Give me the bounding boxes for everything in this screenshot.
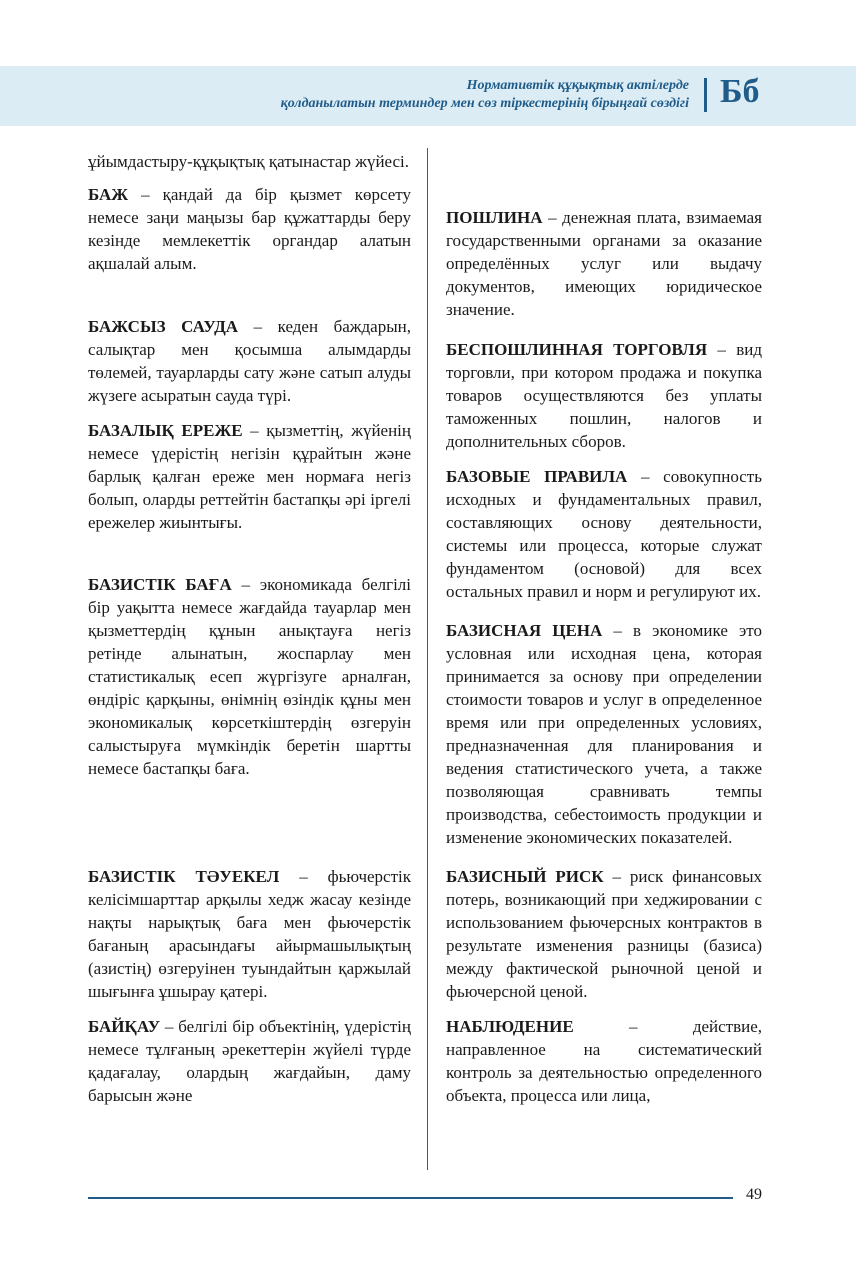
dictionary-entry-kk: БАЖ – қандай да бір қызмет көрсету немесе заңи маңызы бар құжаттарды беру кезінде мемлекеттік органдар алатын ақшалай алым. xyxy=(88,185,411,273)
running-header-title xyxy=(281,77,689,113)
header-line-2: қолданылатын терминдер мен сөз тіркестерінің бірыңғай сөздігі xyxy=(280,96,689,111)
kazakh-column xyxy=(88,150,411,1119)
dictionary-entry-ru: НАБЛЮДЕНИЕ – действие, направленное на систематический контроль за деятельностью определенного объекта, процесса или лица, xyxy=(446,1017,762,1105)
header-line-1: Нормативтік құқықтық актілерде xyxy=(466,78,689,93)
column-divider xyxy=(427,148,428,1170)
section-letter: Бб xyxy=(720,73,760,110)
dictionary-entry-ru: БАЗОВЫЕ ПРАВИЛА – совокупность исходных и фундаментальных правил, составляющих основу деятельности, системы или процесса, которые служат фундаментом (основой) для всех остальных правил и норм и регулируют их. xyxy=(446,467,762,601)
dictionary-entry-ru: ПОШЛИНА – денежная плата, взимаемая государственными органами за оказание определённых услуг или выдачу документов, имеющих юридическое значение. xyxy=(446,208,762,319)
dictionary-entry-kk: БАЗИСТІК БАҒА – экономикада белгілі бір уақытта немесе жағдайда тауарлар мен қызметтердің құнын анықтауға негіз ретінде алынатын, жоспарлау мен статистикалық есеп жүргізуге арналған, өндіріс қарқыны, өнімнің өзіндік құны мен экономикалық көрсеткіштердің өзгеруін салыстыруға мүмкіндік беретін шартты немесе бастапқы баға. xyxy=(88,575,411,778)
dictionary-entry-ru: БАЗИСНАЯ ЦЕНА – в экономике это условная или исходная цена, которая принимается за основу при определении стоимости товаров и услуг в определенное время или при определенных условиях, предназначенная для планирования и ведения статистического учета, а также позволяющая сравнивать темпы производства, себестоимость продукции и изменение экономических показателей. xyxy=(446,621,762,847)
dictionary-entry-kk: БАЗИСТІК ТӘУЕКЕЛ – фьючерстік келісімшарттар арқылы хедж жасау кезінде нақты нарықтық баға мен фьючерстік бағаның арасындағы айырмашылықтың (азистің) өзгеруінен туындайтын қаржылай шығынға ұшырау қатері. xyxy=(88,867,411,1001)
dictionary-entry-kk: БАЙҚАУ – белгілі бір объектінің, үдерістің немесе тұлғаның әрекеттерін жүйелі түрде қадағалау, олардың жағдайын, даму барысын және xyxy=(88,1017,411,1105)
dictionary-entry-ru: БЕСПОШЛИННАЯ ТОРГОВЛЯ – вид торговли, при котором продажа и покупка товаров осуществляются без уплаты таможенных пошлин, налогов и дополнительных сборов. xyxy=(446,340,762,451)
footer-rule xyxy=(88,1197,733,1199)
russian-column xyxy=(446,150,762,1119)
dictionary-entry-kk: БАЗАЛЫҚ ЕРЕЖЕ – қызметтің, жүйенің немесе үдерістің негізін құрайтын және барлық қалған ереже мен нормаға негіз болып, оларды реттейтін бастапқы әрі іргелі ережелер жиынтығы. xyxy=(88,421,411,532)
header-separator xyxy=(704,78,707,112)
dictionary-entry-ru: БАЗИСНЫЙ РИСК – риск финансовых потерь, возникающий при хеджировании с использованием фьючерсных контрактов в результате изменения разницы (базиса) между фактической рыночной ценой и фьючерсной ценой. xyxy=(446,867,763,1001)
dictionary-entry-kk: ұйымдастыру-құқықтық қатынастар жүйесі. xyxy=(88,152,410,171)
dictionary-entry-kk: БАЖСЫЗ САУДА – кеден баждарын, салықтар мен қосымша алымдарды төлемей, тауарларды сату және сатып алуды жүзеге асыратын сауда түрі. xyxy=(88,317,411,405)
page-number: 49 xyxy=(746,1186,762,1203)
